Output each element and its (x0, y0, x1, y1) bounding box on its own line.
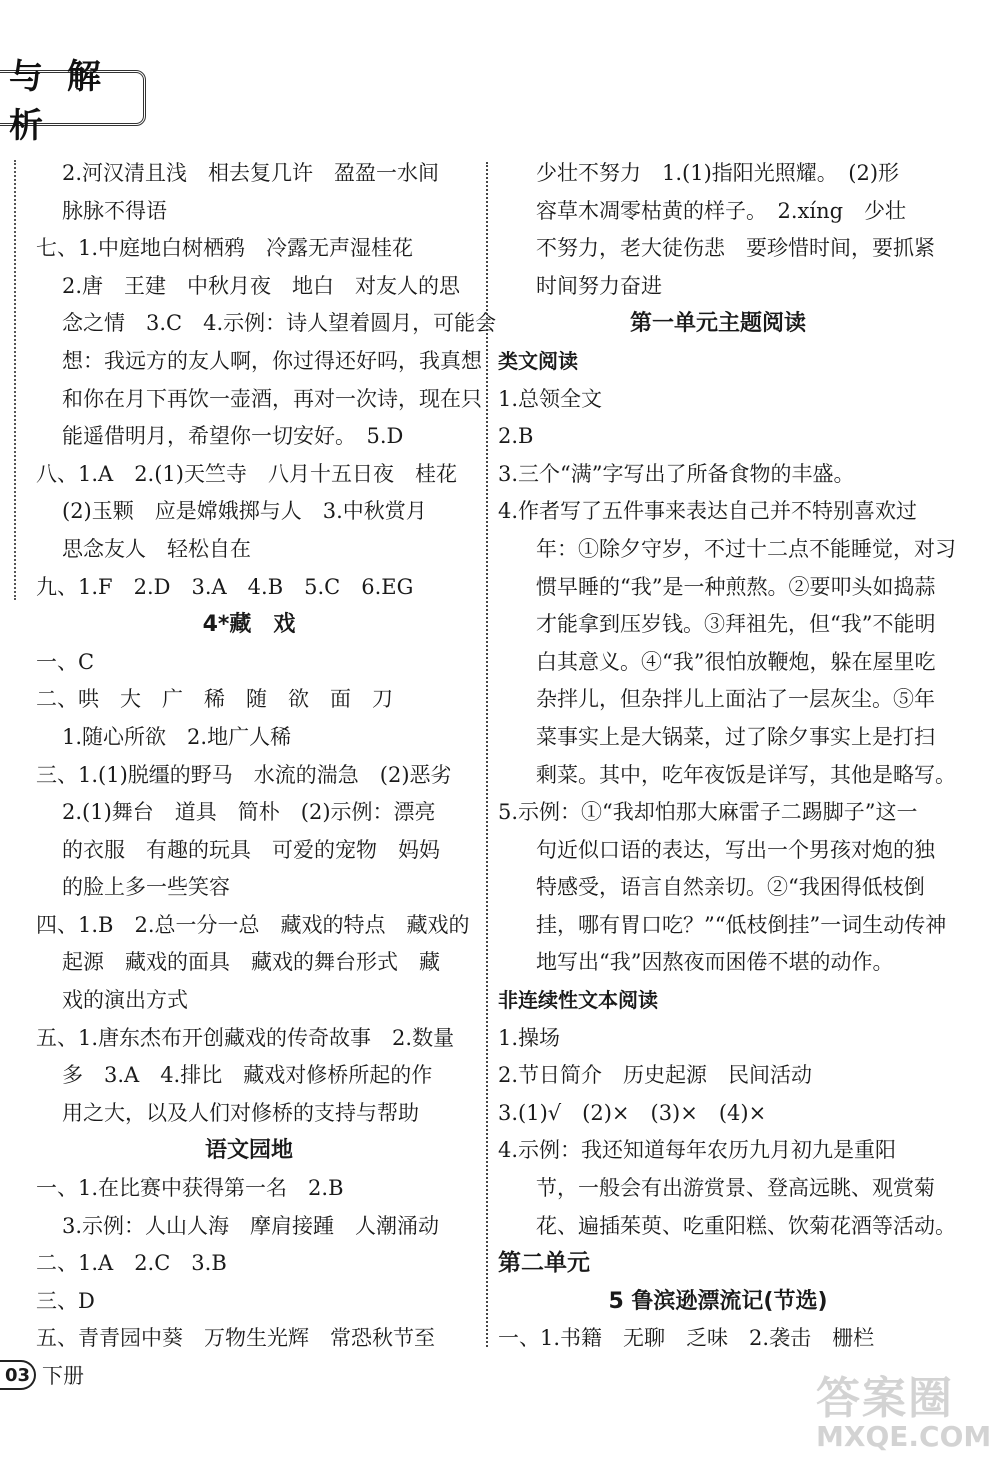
page-footer (0, 1360, 84, 1390)
answer-line: 五、1.唐东杰布开创藏戏的传奇故事 2.数量 (36, 1025, 455, 1050)
answer-line: 容草木凋零枯黄的样子。 2.xíng 少壮 (536, 198, 907, 223)
section-heading: 第二单元 (498, 1250, 590, 1277)
answer-line: 用之大，以及人们对修桥的支持与帮助 (62, 1100, 419, 1125)
answer-line: 菜事实上是大锅菜，过了除夕事实上是打扫 (536, 724, 935, 749)
answer-line: 九、1.F 2.D 3.A 4.B 5.C 6.EG (36, 574, 414, 599)
answer-line: 念之情 3.C 4.示例：诗人望着圆月，可能会 (62, 311, 497, 336)
section-heading: 非连续性文本阅读 (498, 988, 658, 1013)
answer-line: 1.总领全文 (498, 386, 603, 411)
section-header (0, 57, 146, 146)
answer-line: 多 3.A 4.排比 藏戏对修桥所起的作 (62, 1063, 433, 1088)
answer-line: 挂，哪有胃口吃？”“低枝倒挂”一词生动传神 (536, 912, 947, 937)
answer-line: 和你在月下再饮一壶酒，再对一次诗，现在只 (62, 386, 482, 411)
answer-line: 一、C (36, 649, 95, 674)
answer-line: 时间努力奋进 (536, 273, 662, 298)
answer-line: 3.(1)√ (2)× (3)× (4)× (498, 1100, 767, 1125)
answer-line: 节，一般会有出游赏景、登高远眺、观赏菊 (536, 1176, 935, 1201)
left-margin-rule (14, 160, 16, 600)
section-heading: 第一单元主题阅读 (629, 311, 806, 337)
answer-line: 2.河汉清且浅 相去复几许 盈盈一水间 (62, 161, 440, 185)
answer-line: 四、1.B 2.总一分一总 藏戏的特点 藏戏的 (36, 912, 470, 937)
answer-line: 白其意义。④“我”很怕放鞭炮，躲在屋里吃 (536, 649, 936, 674)
answer-line: 才能拿到压岁钱。③拜祖先，但“我”不能明 (536, 612, 936, 637)
answer-line: 三、1.(1)脱缰的野马 水流的湍急 (2)恶劣 (36, 762, 452, 787)
answer-line: 三、D (36, 1288, 95, 1313)
volume-label: 下册 (42, 1364, 84, 1388)
left-column (24, 155, 497, 1358)
answer-line: 5.示例：①“我却怕那大麻雷子二踢脚子”这一 (498, 800, 918, 825)
answer-line: 4.示例：我还知道每年农历九月初九是重阳 (498, 1138, 897, 1163)
answer-line: 七、1.中庭地白树栖鸦 冷露无声湿桂花 (36, 236, 414, 261)
answer-line: 惯早睡的“我”是一种煎熬。②要叩头如捣蒜 (536, 574, 936, 599)
answer-line: 句近似口语的表达，写出一个男孩对炮的独 (536, 837, 935, 862)
answer-line: 二、哄 大 广 稀 随 欲 面 刀 (36, 687, 393, 712)
answer-line: 地写出“我”因熬夜而困倦不堪的动作。 (536, 950, 894, 975)
watermark-line2: MXQE.COM (816, 1420, 992, 1453)
answer-line: 的脸上多一些笑容 (62, 875, 230, 900)
answer-line: 2.节日简介 历史起源 民间活动 (498, 1063, 813, 1088)
answer-line: 3.三个“满”字写出了所备食物的丰盛。 (498, 461, 855, 486)
answer-line: 二、1.A 2.C 3.B (36, 1251, 227, 1276)
answer-line: 八、1.A 2.(1)天竺寺 八月十五日夜 桂花 (36, 461, 457, 486)
answer-line: 花、遍插茱萸、吃重阳糕、饮菊花酒等活动。 (536, 1213, 956, 1238)
answer-line: 1.操场 (498, 1025, 561, 1050)
section-heading: 5 鲁滨逊漂流记(节选) (608, 1288, 828, 1314)
answer-line: (2)玉颗 应是嫦娥掷与人 3.中秋赏月 (62, 499, 427, 524)
answer-line: 想：我远方的友人啊，你过得还好吗，我真想 (62, 348, 482, 373)
answer-line: 不努力，老大徒伤悲 要珍惜时间，要抓紧 (536, 236, 935, 261)
right-column (498, 155, 956, 1358)
answer-line: 1.随心所欲 2.地广人稀 (62, 724, 292, 749)
answer-line: 一、1.书籍 无聊 乏味 2.袭击 栅栏 (498, 1326, 875, 1351)
page-number: 03 (0, 1360, 36, 1390)
answer-line: 2.唐 王建 中秋月夜 地白 对友人的思 (62, 273, 461, 298)
answer-line: 特感受，语言自然亲切。②“我困得低枝倒 (536, 875, 925, 900)
answer-line: 脉脉不得语 (62, 198, 167, 223)
watermark-line1: 答案圈 (816, 1373, 954, 1424)
section-title: 与 解 析 (9, 57, 107, 146)
answer-line: 2.B (498, 424, 534, 449)
answer-line: 思念友人 轻松自在 (62, 536, 251, 561)
answer-line: 起源 藏戏的面具 藏戏的舞台形式 藏 (62, 950, 440, 975)
answer-line: 能遥借明月，希望你一切安好。 5.D (62, 424, 404, 449)
section-heading: 类文阅读 (498, 348, 578, 373)
answer-line: 剩菜。其中，吃年夜饭是详写，其他是略写。 (536, 762, 956, 787)
answer-line: 2.(1)舞台 道具 简朴 (2)示例：漂亮 (62, 800, 436, 825)
answer-line: 戏的演出方式 (62, 988, 188, 1013)
answer-line: 年：①除夕守岁，不过十二点不能睡觉，对习 (536, 536, 956, 561)
answer-line: 一、1.在比赛中获得第一名 2.B (36, 1176, 344, 1201)
answer-line: 杂拌儿，但杂拌儿上面沾了一层灰尘。⑤年 (536, 687, 935, 712)
section-heading: 4*藏 戏 (202, 612, 296, 638)
section-heading: 语文园地 (204, 1138, 293, 1164)
watermark-logo (816, 1362, 996, 1467)
answer-line: 4.作者写了五件事来表达自己并不特别喜欢过 (498, 499, 918, 524)
answer-line: 3.示例：人山人海 摩肩接踵 人潮涌动 (62, 1213, 440, 1238)
answer-line: 的衣服 有趣的玩具 可爱的宠物 妈妈 (62, 837, 440, 862)
answer-line: 五、青青园中葵 万物生光辉 常恐秋节至 (36, 1326, 435, 1351)
answer-line: 少壮不努力 1.(1)指阳光照耀。 (2)形 (536, 161, 900, 185)
